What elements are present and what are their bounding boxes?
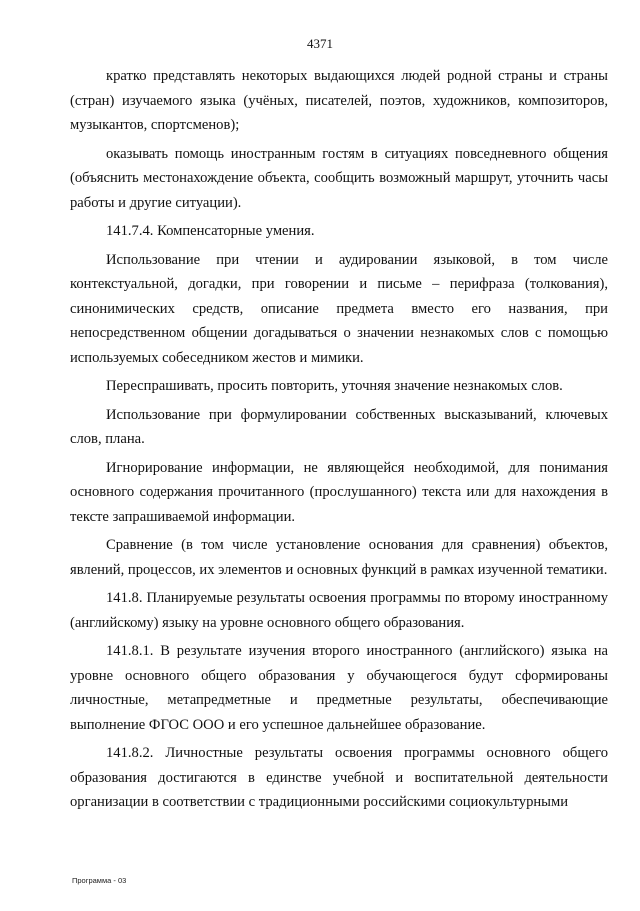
paragraph: Использование при чтении и аудировании языковой, в том числе контекстуальной, догадки, при говорении и письме – перифраза (толкования), синонимических средств, описание предмета вместо его названия, при непосредственном общении догадываться о значении незнакомых слов с помощью используемых собеседником жестов и мимики. <box>70 251 608 366</box>
paragraph: Игнорирование информации, не являющейся необходимой, для понимания основного содержания прочитанного (прослушанного) текста или для нахождения в тексте запрашиваемой информации. <box>70 459 608 525</box>
section-heading: 141.7.4. Компенсаторные умения. <box>106 223 315 239</box>
footer-label: Программа - 03 <box>72 876 127 885</box>
paragraph: оказывать помощь иностранным гостям в ситуациях повседневного общения (объяснить местонахождение объекта, сообщить возможный маршрут, уточнить часы работы и другие ситуации). <box>70 145 608 211</box>
paragraph: 141.8.1. В результате изучения второго иностранного (английского) языка на уровне основного общего образования у обучающегося будут сформированы личностные, метапредметные и предметные результаты, обеспечивающие выполнение ФГОС ООО и его успешное дальнейшее образование. <box>70 643 608 733</box>
section-heading: 141.8. Планируемые результаты освоения программы по второму иностранному (английскому) языку на уровне основного общего образования. <box>70 590 608 631</box>
paragraph: Сравнение (в том числе установление основания для сравнения) объектов, явлений, процессов, их элементов и основных функций в рамках изученной тематики. <box>70 537 608 578</box>
page-number: 4371 <box>307 36 333 51</box>
paragraph: Переспрашивать, просить повторить, уточняя значение незнакомых слов. <box>106 378 563 394</box>
paragraph: 141.8.2. Личностные результаты освоения программы основного общего образования достигаются в единстве учебной и воспитательной деятельности организации в соответствии с традиционными российскими социокультурными <box>70 745 608 810</box>
paragraph: Использование при формулировании собственных высказываний, ключевых слов, плана. <box>70 406 608 447</box>
paragraph: кратко представлять некоторых выдающихся людей родной страны и страны (стран) изучаемого языка (учёных, писателей, поэтов, художников, композиторов, музыкантов, спортсменов); <box>70 68 608 133</box>
body-text <box>70 64 608 819</box>
